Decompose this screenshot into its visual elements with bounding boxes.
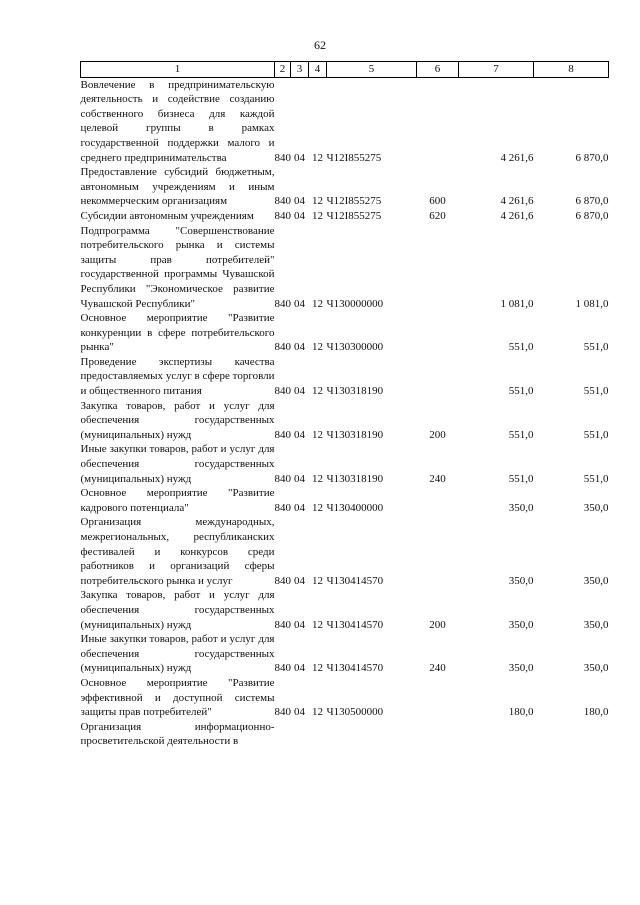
row-description: Подпрограмма "Совершенствование потребительского рынка и системы защиты прав потребителей" государственной программы Чувашской Республики "Экономическое развитие Чувашской Республики" xyxy=(80,224,275,310)
cell-amount-1: 551,0 xyxy=(508,385,534,398)
cell-gr: 840 xyxy=(274,662,291,675)
cell-amount-1: 4 261,6 xyxy=(500,209,534,222)
cell-vr: 620 xyxy=(429,209,446,222)
cell-rz: 04 xyxy=(294,662,305,675)
cell-gr: 840 xyxy=(274,501,291,514)
cell-gr: 840 xyxy=(274,472,291,485)
cell-gr xyxy=(275,720,291,749)
cell-amount-1: 551,0 xyxy=(508,472,534,485)
cell-amount-1: 350,0 xyxy=(508,501,534,514)
cell-rz xyxy=(291,720,309,749)
cell-csr: Ч130414570 xyxy=(326,662,384,675)
column-header: 2 xyxy=(275,62,291,78)
cell-rz: 04 xyxy=(294,618,305,631)
cell-csr: Ч12I855275 xyxy=(326,195,382,208)
column-header: 1 xyxy=(81,62,275,78)
row-description: Организация международных, межрегиональных, республиканских фестивалей и конкурсов среди работников и организаций сферы потребительского рынка и услуг xyxy=(80,516,275,587)
cell-pr: 12 xyxy=(312,706,323,719)
row-description: Проведение экспертизы качества предоставляемых услуг в сфере торговли и общественного питания xyxy=(80,355,275,398)
cell-vr xyxy=(417,720,459,749)
cell-rz: 04 xyxy=(294,341,305,354)
table-row xyxy=(81,311,609,355)
cell-amount-1: 350,0 xyxy=(508,618,534,631)
cell-rz: 04 xyxy=(294,209,305,222)
cell-gr: 840 xyxy=(274,618,291,631)
table-row xyxy=(81,632,609,676)
cell-csr: Ч12I855275 xyxy=(326,209,382,222)
table-row xyxy=(81,224,609,312)
cell-csr: Ч130318190 xyxy=(326,385,384,398)
row-description: Предоставление субсидий бюджетным, автономным учреждениям и иным некоммерческим организациям xyxy=(80,166,275,208)
cell-csr xyxy=(327,720,417,749)
column-header: 8 xyxy=(534,62,609,78)
cell-rz: 04 xyxy=(294,501,305,514)
cell-vr xyxy=(417,515,459,588)
table-row xyxy=(81,209,609,224)
cell-vr xyxy=(417,77,459,165)
column-header: 6 xyxy=(417,62,459,78)
cell-amount-2: 551,0 xyxy=(583,472,609,485)
cell-vr xyxy=(417,355,459,399)
cell-gr: 840 xyxy=(274,574,291,587)
cell-amount-2: 551,0 xyxy=(583,341,609,354)
row-description: Закупка товаров, работ и услуг для обеспечения государственных (муниципальных) нужд xyxy=(80,589,275,631)
row-description: Основное мероприятие "Развитие кадрового потенциала" xyxy=(80,487,275,514)
row-description: Закупка товаров, работ и услуг для обеспечения государственных (муниципальных) нужд xyxy=(80,399,275,441)
cell-gr: 840 xyxy=(274,209,291,222)
cell-vr xyxy=(417,224,459,312)
cell-amount-2: 180,0 xyxy=(583,706,609,719)
cell-pr xyxy=(309,720,327,749)
cell-amount-2: 6 870,0 xyxy=(575,151,609,164)
table-row xyxy=(81,588,609,632)
cell-gr: 840 xyxy=(274,151,291,164)
cell-gr: 840 xyxy=(274,706,291,719)
cell-vr: 240 xyxy=(429,662,446,675)
table-row xyxy=(81,399,609,443)
cell-amount-2: 551,0 xyxy=(583,385,609,398)
cell-pr: 12 xyxy=(312,195,323,208)
cell-amount-2: 1 081,0 xyxy=(575,297,609,310)
table-row xyxy=(81,486,609,515)
table-row xyxy=(81,676,609,720)
cell-pr: 12 xyxy=(312,385,323,398)
cell-vr: 600 xyxy=(429,195,446,208)
cell-csr: Ч130500000 xyxy=(326,706,384,719)
cell-amount-2: 6 870,0 xyxy=(575,195,609,208)
cell-csr: Ч12I855275 xyxy=(326,151,382,164)
cell-amount-1: 4 261,6 xyxy=(500,151,534,164)
cell-pr: 12 xyxy=(312,662,323,675)
cell-amount-1 xyxy=(459,720,534,749)
cell-gr: 840 xyxy=(274,385,291,398)
cell-rz: 04 xyxy=(294,297,305,310)
cell-pr: 12 xyxy=(312,574,323,587)
cell-rz: 04 xyxy=(294,472,305,485)
row-description: Организация информационно-просветительской деятельности в xyxy=(80,720,275,748)
column-header: 7 xyxy=(459,62,534,78)
cell-pr: 12 xyxy=(312,209,323,222)
cell-vr xyxy=(417,486,459,515)
cell-pr: 12 xyxy=(312,472,323,485)
cell-amount-1: 551,0 xyxy=(508,341,534,354)
cell-amount-2: 350,0 xyxy=(583,501,609,514)
cell-pr: 12 xyxy=(312,151,323,164)
budget-table xyxy=(80,61,609,749)
column-header: 5 xyxy=(327,62,417,78)
row-description: Иные закупки товаров, работ и услуг для обеспечения государственных (муниципальных) нужд xyxy=(80,633,275,675)
cell-pr: 12 xyxy=(312,501,323,514)
cell-amount-1: 350,0 xyxy=(508,662,534,675)
cell-gr: 840 xyxy=(274,195,291,208)
row-description: Субсидии автономным учреждениям xyxy=(80,209,254,222)
table-row xyxy=(81,355,609,399)
cell-csr: Ч130400000 xyxy=(326,501,384,514)
cell-csr: Ч130414570 xyxy=(326,618,384,631)
cell-gr: 840 xyxy=(274,297,291,310)
cell-amount-2: 350,0 xyxy=(583,574,609,587)
cell-vr: 200 xyxy=(429,428,446,441)
cell-amount-1: 350,0 xyxy=(508,574,534,587)
cell-amount-2: 6 870,0 xyxy=(575,209,609,222)
cell-gr: 840 xyxy=(274,341,291,354)
cell-amount-1: 4 261,6 xyxy=(500,195,534,208)
table-row xyxy=(81,515,609,588)
table-row xyxy=(81,165,609,209)
row-description: Основное мероприятие "Развитие конкуренции в сфере потребительского рынка" xyxy=(80,312,275,354)
cell-amount-2: 350,0 xyxy=(583,662,609,675)
header-row xyxy=(81,62,609,78)
cell-rz: 04 xyxy=(294,151,305,164)
cell-vr xyxy=(417,311,459,355)
cell-amount-1: 1 081,0 xyxy=(500,297,534,310)
cell-csr: Ч130318190 xyxy=(326,472,384,485)
cell-gr: 840 xyxy=(274,428,291,441)
table-row xyxy=(81,77,609,165)
cell-rz: 04 xyxy=(294,385,305,398)
cell-rz: 04 xyxy=(294,428,305,441)
cell-pr: 12 xyxy=(312,428,323,441)
cell-vr: 200 xyxy=(429,618,446,631)
cell-csr: Ч130300000 xyxy=(326,341,384,354)
row-description: Иные закупки товаров, работ и услуг для обеспечения государственных (муниципальных) нужд xyxy=(80,443,275,485)
cell-csr: Ч130318190 xyxy=(326,428,384,441)
page-number: 62 xyxy=(314,38,326,52)
cell-pr: 12 xyxy=(312,341,323,354)
cell-pr: 12 xyxy=(312,618,323,631)
column-header: 4 xyxy=(309,62,327,78)
cell-amount-1: 551,0 xyxy=(508,428,534,441)
cell-vr xyxy=(417,676,459,720)
cell-rz: 04 xyxy=(294,574,305,587)
table-row xyxy=(81,720,609,749)
cell-csr: Ч130000000 xyxy=(326,297,384,310)
cell-rz: 04 xyxy=(294,706,305,719)
table-row xyxy=(81,442,609,486)
cell-rz: 04 xyxy=(294,195,305,208)
row-description: Вовлечение в предпринимательскую деятельность и содействие созданию собственного бизнеса для каждой целевой группы в рамках государственной поддержки малого и среднего предпринимательства xyxy=(80,78,275,164)
cell-csr: Ч130414570 xyxy=(326,574,384,587)
cell-amount-2: 551,0 xyxy=(583,428,609,441)
cell-amount-1: 180,0 xyxy=(508,706,534,719)
cell-pr: 12 xyxy=(312,297,323,310)
cell-amount-2 xyxy=(534,720,609,749)
row-description: Основное мероприятие "Развитие эффективной и доступной системы защиты прав потребителей" xyxy=(80,676,275,719)
cell-amount-2: 350,0 xyxy=(583,618,609,631)
cell-vr: 240 xyxy=(429,472,446,485)
column-header: 3 xyxy=(291,62,309,78)
